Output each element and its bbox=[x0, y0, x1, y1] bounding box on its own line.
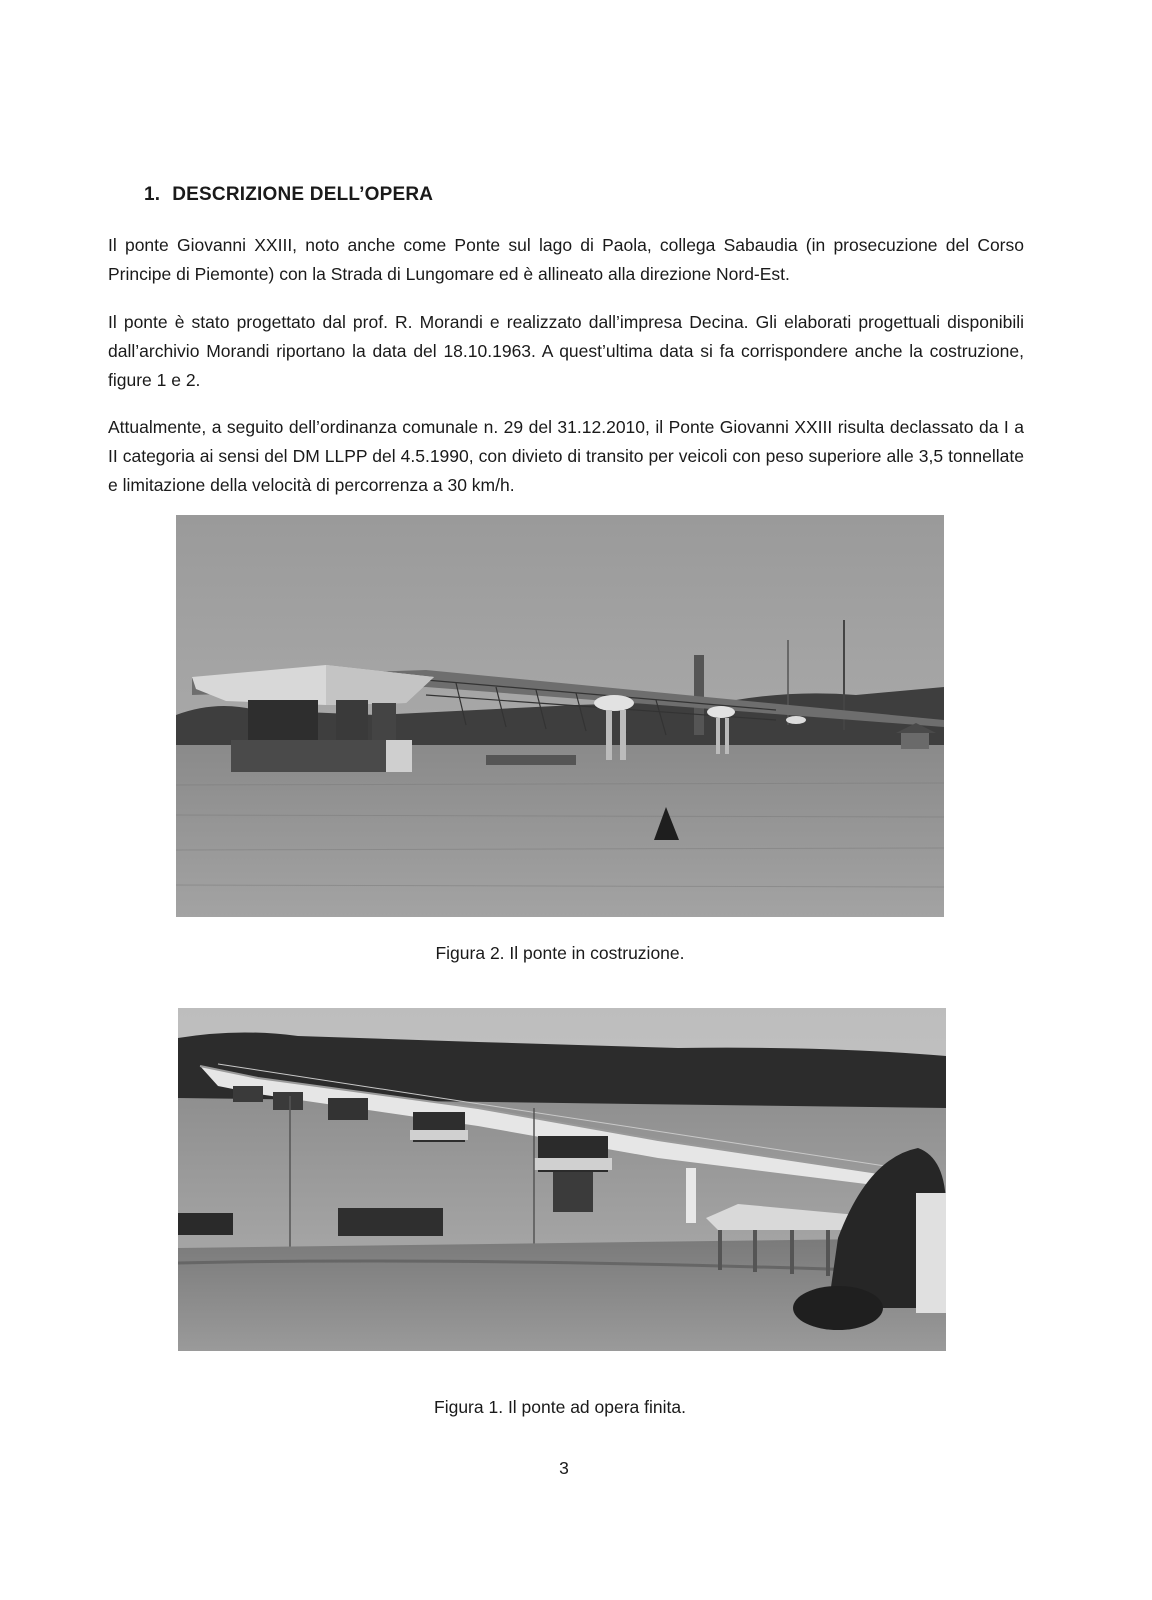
section-heading bbox=[144, 184, 433, 206]
paragraph-3: Attualmente, a seguito dell’ordinanza comunale n. 29 del 31.12.2010, il Ponte Giovanni XXIII risulta declassato da I a II categoria ai sensi del DM LLPP del 4.5.1990, con divieto di transito per veicoli con peso superiore alle 3,5 tonnellate e limitazione della velocità di percorrenza a 30 km/h. bbox=[108, 417, 1024, 495]
section-title: DESCRIZIONE DELL’OPERA bbox=[172, 184, 434, 205]
figure-2-caption: Figura 2. Il ponte in costruzione. bbox=[435, 943, 685, 963]
paragraph-1: Il ponte Giovanni XXIII, noto anche come Ponte sul lago di Paola, collega Sabaudia (in prosecuzione del Corso Principe di Piemonte) con la Strada di Lungomare ed è allineato alla direzione Nord-Est. bbox=[108, 235, 1024, 284]
figure-2-photo bbox=[176, 515, 944, 917]
page-number: 3 bbox=[559, 1458, 569, 1478]
figure-1-caption: Figura 1. Il ponte ad opera finita. bbox=[434, 1397, 686, 1417]
paragraph-2: Il ponte è stato progettato dal prof. R. Morandi e realizzato dall’impresa Decina. Gli elaborati progettuali disponibili dall’archivio Morandi riportano la data del 18.10.1963. A quest’ultima data si fa corrispondere anche la costruzione, figure 1 e 2. bbox=[108, 312, 1024, 390]
section-number: 1. bbox=[144, 184, 161, 205]
figure-1-photo bbox=[178, 1008, 946, 1351]
